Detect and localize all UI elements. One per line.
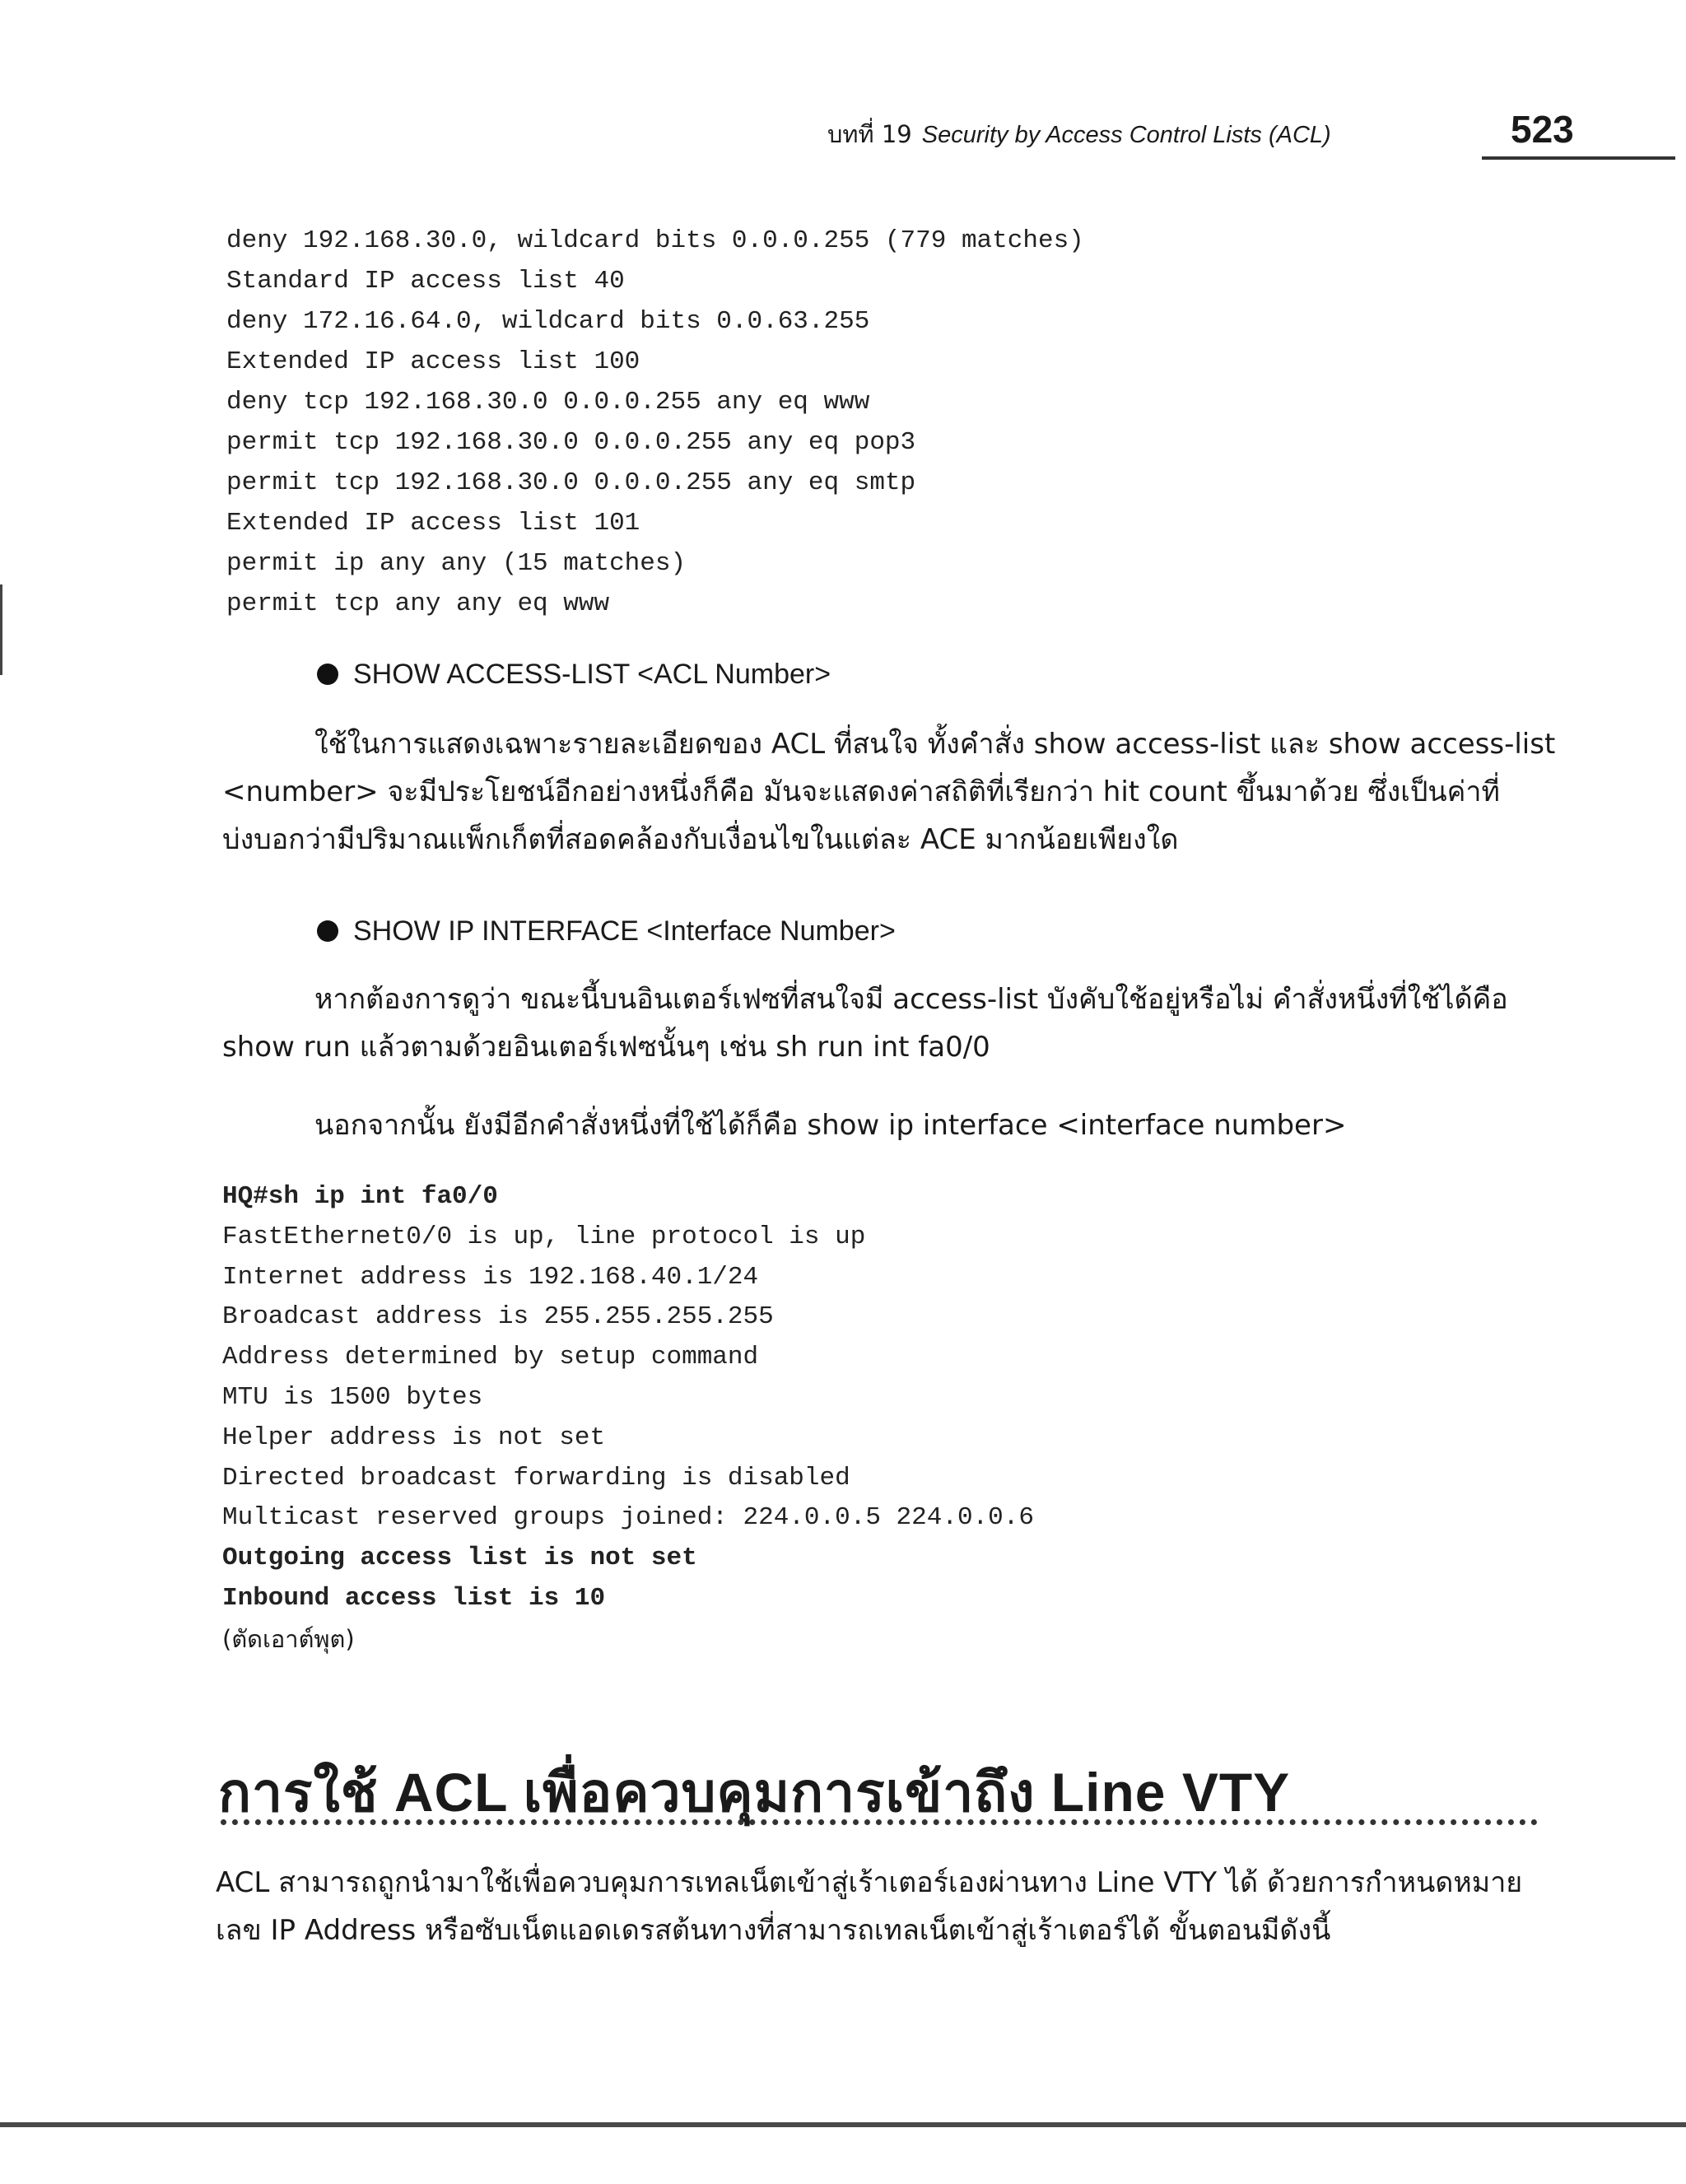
code-line: MTU is 1500 bytes <box>222 1382 483 1412</box>
code-line: Helper address is not set <box>222 1423 606 1452</box>
margin-mark <box>0 584 2 675</box>
page-header <box>0 99 1686 165</box>
chapter-title: Security by Access Control Lists (ACL) <box>921 122 1331 148</box>
code-block-acl-output <box>226 221 1084 624</box>
chapter-heading <box>827 115 1331 153</box>
section-heading: การใช้ ACL เพื่อควบคุมการเข้าถึง Line VTY <box>218 1762 1291 1823</box>
bullet-heading-text: SHOW IP INTERFACE <Interface Number> <box>353 915 896 947</box>
code-line: Broadcast address is 255.255.255.255 <box>222 1302 774 1332</box>
code-line: permit ip any any (15 matches) <box>226 549 687 578</box>
paragraph-line: เลข IP Address หรือซับเน็ตแอดเดรสต้นทางที่สามารถเทลเน็ตเข้าสู่เร้าเตอร์ได้ ขั้นตอนมีดังนี้ <box>216 1914 1331 1947</box>
code-line: deny 172.16.64.0, wildcard bits 0.0.63.255 <box>226 307 870 336</box>
code-line: deny tcp 192.168.30.0 0.0.0.255 any eq www <box>226 388 870 417</box>
code-line: FastEthernet0/0 is up, line protocol is up <box>222 1222 866 1251</box>
paragraph-line: <number> จะมีประโยชน์อีกอย่างหนึ่งก็คือ มันจะแสดงค่าสถิติที่เรียกว่า hit count ขึ้นมาด้วย ซึ่งเป็นค่าที่ <box>222 775 1500 808</box>
bullet-heading-text: SHOW ACCESS-LIST <ACL Number> <box>353 659 831 690</box>
section-dotted-rule <box>221 1819 1538 1825</box>
paragraph-interface-description <box>222 976 1548 1071</box>
paragraph-line: ใช้ในการแสดงเฉพาะรายละเอียดของ ACL ที่สนใจ ทั้งคำสั่ง show access-list และ show access-list <box>314 728 1556 761</box>
code-line: Extended IP access list 100 <box>226 347 640 376</box>
paragraph-show-ip-interface <box>314 1101 1549 1149</box>
bullet-heading-show-access-list <box>317 659 831 691</box>
code-line: permit tcp 192.168.30.0 0.0.0.255 any eq smtp <box>226 468 916 497</box>
code-line: permit tcp 192.168.30.0 0.0.0.255 any eq pop3 <box>226 428 916 457</box>
code-line: Inbound access list is 10 <box>222 1583 606 1613</box>
code-line: Multicast reserved groups joined: 224.0.0.5 224.0.0.6 <box>222 1503 1034 1533</box>
code-line: Extended IP access list 101 <box>226 509 640 538</box>
paragraph-line: นอกจากนั้น ยังมีอีกคำสั่งหนึ่งที่ใช้ได้ก็คือ show ip interface <interface number> <box>314 1109 1347 1142</box>
code-block-interface-output <box>222 1177 1034 1619</box>
paragraph-line: บ่งบอกว่ามีปริมาณแพ็กเก็ตที่สอดคล้องกับเงื่อนไขในแต่ละ ACE มากน้อยเพียงใด <box>222 823 1179 856</box>
header-rule <box>1482 156 1675 160</box>
paragraph-line: หากต้องการดูว่า ขณะนี้บนอินเตอร์เฟซที่สนใจมี access-list บังคับใช้อยู่หรือไม่ คำสั่งหนึ่งที่ใช้ได้คือ <box>314 983 1508 1016</box>
paragraph-line: show run แล้วตามด้วยอินเตอร์เฟซนั้นๆ เช่น sh run int fa0/0 <box>222 1031 990 1064</box>
code-line: permit tcp any any eq www <box>226 589 610 618</box>
bullet-icon <box>317 664 338 685</box>
code-line: Outgoing access list is not set <box>222 1544 697 1573</box>
bullet-heading-show-ip-interface <box>317 915 896 948</box>
code-line: Standard IP access list 40 <box>226 267 625 296</box>
footer-rule <box>0 2122 1686 2127</box>
code-line: deny 192.168.30.0, wildcard bits 0.0.0.255 (779 matches) <box>226 226 1084 255</box>
paragraph-line: ACL สามารถถูกนำมาใช้เพื่อควบคุมการเทลเน็ตเข้าสู่เร้าเตอร์เองผ่านทาง Line VTY ได้ ด้วยการกำหนดหมาย <box>216 1866 1523 1899</box>
bullet-icon <box>317 920 338 942</box>
output-cut-note: (ตัดเอาต์พุต) <box>222 1625 355 1653</box>
page-number: 523 <box>1511 108 1574 151</box>
code-line: HQ#sh ip int fa0/0 <box>222 1182 498 1211</box>
chapter-label: บทที่ 19 <box>827 120 912 148</box>
code-line: Directed broadcast forwarding is disabled <box>222 1463 850 1492</box>
code-line: Address determined by setup command <box>222 1343 759 1372</box>
code-line: Internet address is 192.168.40.1/24 <box>222 1262 759 1292</box>
paragraph-access-list-description <box>222 720 1556 864</box>
paragraph-line-vty <box>216 1859 1549 1954</box>
